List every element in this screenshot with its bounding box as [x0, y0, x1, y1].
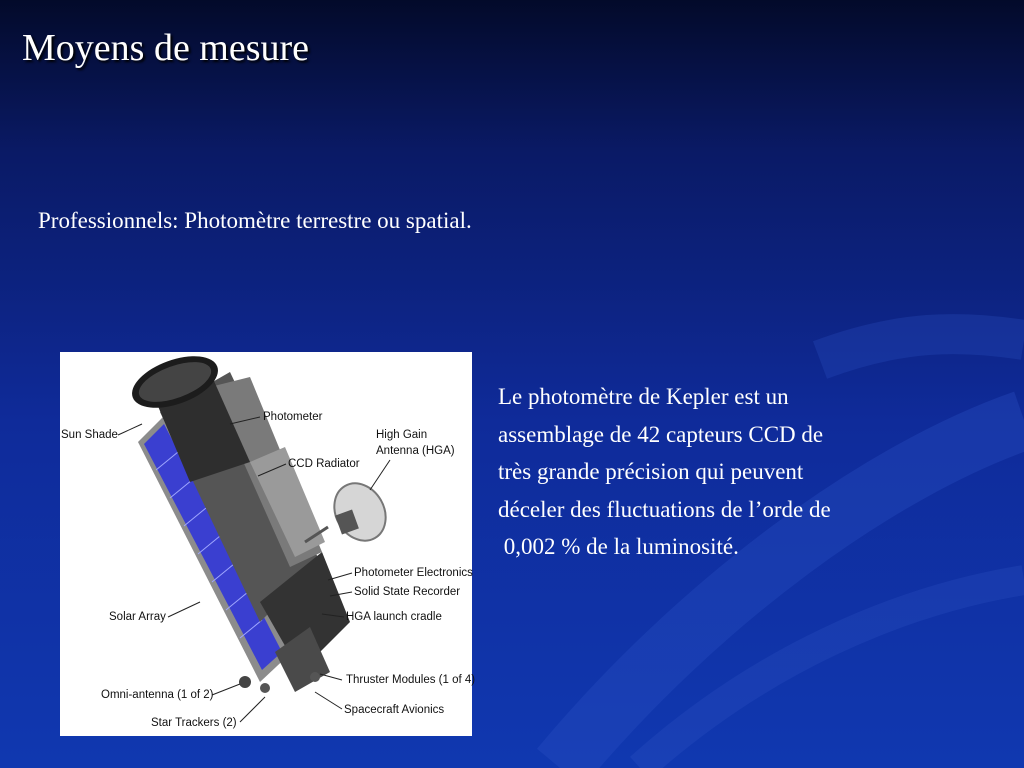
label-hga-line2: Antenna (HGA)	[376, 445, 455, 457]
label-thruster-modules: Thruster Modules (1 of 4)	[346, 674, 476, 686]
description-line: 0,002 % de la luminosité.	[498, 534, 739, 559]
kepler-description	[498, 378, 968, 566]
description-line: déceler des fluctuations de l’orde de	[498, 496, 831, 522]
label-photometer-electronics: Photometer Electronics	[354, 567, 473, 579]
label-photometer: Photometer	[263, 411, 323, 423]
label-ccd-radiator: CCD Radiator	[288, 458, 360, 470]
label-omni-antenna: Omni-antenna (1 of 2)	[101, 689, 214, 701]
description-line: Le photomètre de Kepler est un	[498, 384, 789, 409]
slide-subtitle: Professionnels: Photomètre terrestre ou spatial.	[38, 208, 472, 233]
label-sun-shade: Sun Shade	[61, 429, 118, 441]
slide-title: Moyens de mesure	[22, 27, 310, 69]
label-solid-state-recorder: Solid State Recorder	[354, 586, 461, 598]
kepler-diagram	[60, 352, 476, 736]
label-star-trackers: Star Trackers (2)	[151, 717, 237, 729]
description-line: très grande précision qui peuvent	[498, 459, 804, 484]
label-hga-launch-cradle: HGA launch cradle	[346, 611, 442, 623]
label-spacecraft-avionics: Spacecraft Avionics	[344, 704, 445, 716]
label-solar-array: Solar Array	[109, 611, 166, 623]
description-line: assemblage de 42 capteurs CCD de	[498, 421, 824, 447]
label-hga-line1: High Gain	[376, 429, 428, 441]
